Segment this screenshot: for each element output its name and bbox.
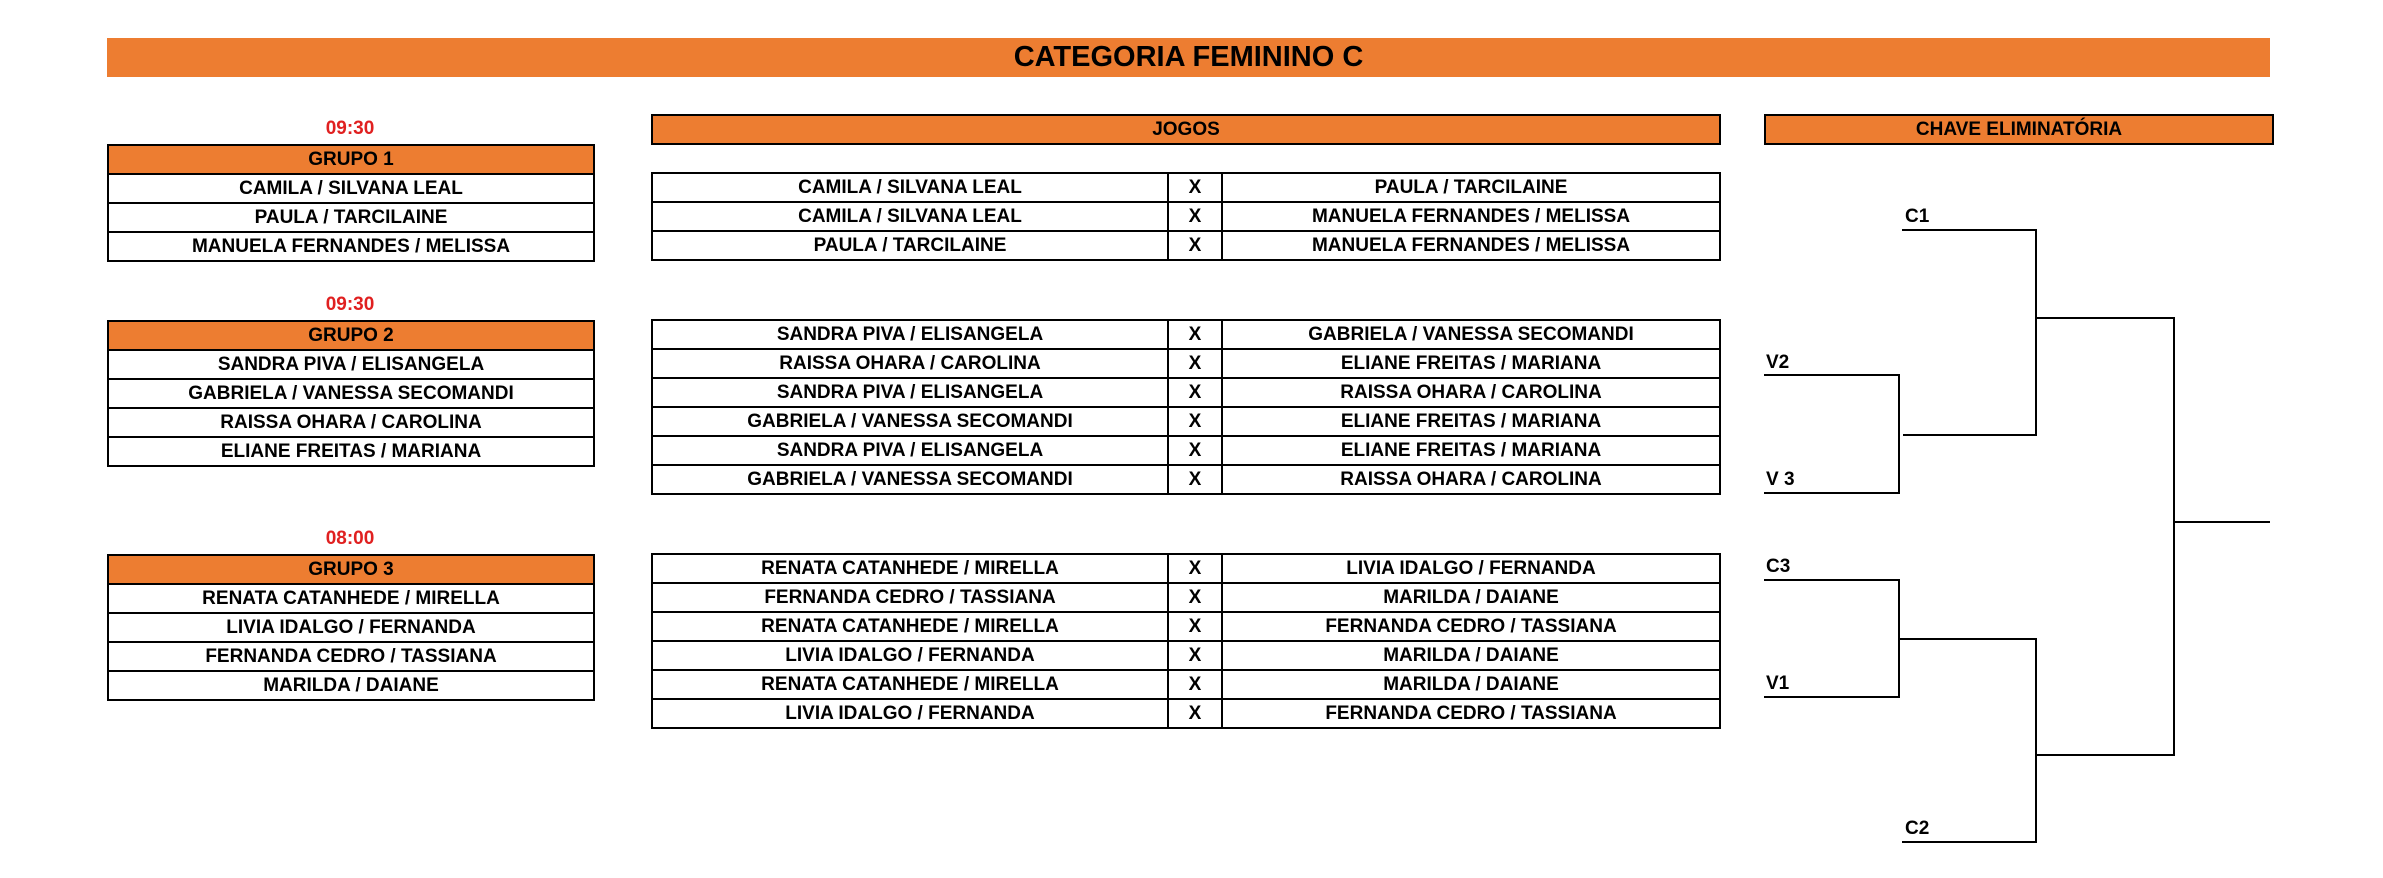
jogos-header: JOGOS [651,114,1721,145]
game-team-a: RAISSA OHARA / CAROLINA [653,350,1169,377]
game-team-b: GABRIELA / VANESSA SECOMANDI [1308,323,1634,345]
group-2-time: 09:30 [325,294,375,315]
game-vs: X [1169,466,1223,493]
group-1-team: CAMILA / SILVANA LEAL [109,173,593,202]
game-team-a: LIVIA IDALGO / FERNANDA [653,642,1169,669]
game-team-a: PAULA / TARCILAINE [653,232,1169,259]
group-3-team: RENATA CATANHEDE / MIRELLA [109,583,593,612]
group-3-team: FERNANDA CEDRO / TASSIANA [109,641,593,670]
game-vs: X [1169,437,1223,464]
page-title: CATEGORIA FEMININO C [107,38,2270,77]
game-team-b: RAISSA OHARA / CAROLINA [1340,468,1602,490]
game-team-a: CAMILA / SILVANA LEAL [653,203,1169,230]
group-2-team: ELIANE FREITAS / MARIANA [109,436,593,465]
game-vs: X [1169,350,1223,377]
game-team-a: GABRIELA / VANESSA SECOMANDI [653,466,1169,493]
group-3-team: MARILDA / DAIANE [109,670,593,699]
group-1-team: MANUELA FERNANDES / MELISSA [109,231,593,260]
bracket-c2 [1899,639,2036,842]
game-team-b: ELIANE FREITAS / MARIANA [1340,439,1602,461]
bracket-label-v3: V 3 [1766,469,1795,490]
game-vs: X [1169,408,1223,435]
game-team-b: FERNANDA CEDRO / TASSIANA [1325,615,1617,637]
game-vs: X [1169,232,1223,259]
game-team-a: RENATA CATANHEDE / MIRELLA [653,613,1169,640]
bracket-label-c1: C1 [1905,206,1930,227]
bracket-label-c2: C2 [1905,818,1930,839]
game-team-b: MANUELA FERNANDES / MELISSA [1311,205,1631,227]
game-team-a: RENATA CATANHEDE / MIRELLA [653,671,1169,698]
group-2-header: GRUPO 2 [109,322,593,349]
game-vs: X [1169,379,1223,406]
game-team-a: RENATA CATANHEDE / MIRELLA [653,555,1169,582]
game-team-a: SANDRA PIVA / ELISANGELA [653,379,1169,406]
game-team-a: FERNANDA CEDRO / TASSIANA [653,584,1169,611]
game-team-b: ELIANE FREITAS / MARIANA [1340,352,1602,374]
group-2-team: RAISSA OHARA / CAROLINA [109,407,593,436]
game-vs: X [1169,700,1223,727]
bracket-label-c3: C3 [1766,556,1791,577]
group-3-time: 08:00 [325,528,375,549]
group-2-team: SANDRA PIVA / ELISANGELA [109,349,593,378]
game-team-b: MARILDA / DAIANE [1383,673,1559,695]
game-team-b: ELIANE FREITAS / MARIANA [1340,410,1602,432]
group-1-header: GRUPO 1 [109,146,593,173]
bracket-semi-top [2036,318,2174,755]
game-team-b: MARILDA / DAIANE [1383,586,1559,608]
bracket-c1 [1902,230,2036,435]
game-vs: X [1169,203,1223,230]
game-team-b: RAISSA OHARA / CAROLINA [1340,381,1602,403]
game-vs: X [1169,671,1223,698]
group-3-team: LIVIA IDALGO / FERNANDA [109,612,593,641]
game-team-b: MARILDA / DAIANE [1383,644,1559,666]
game-vs: X [1169,174,1223,201]
game-vs: X [1169,555,1223,582]
game-vs: X [1169,613,1223,640]
group-2-team: GABRIELA / VANESSA SECOMANDI [109,378,593,407]
game-team-b: MANUELA FERNANDES / MELISSA [1311,234,1631,256]
game-vs: X [1169,642,1223,669]
bracket-label-v1: V1 [1766,673,1790,694]
game-team-a: LIVIA IDALGO / FERNANDA [653,700,1169,727]
game-vs: X [1169,321,1223,348]
game-vs: X [1169,584,1223,611]
group-3-header: GRUPO 3 [109,556,593,583]
game-team-b: FERNANDA CEDRO / TASSIANA [1325,702,1617,724]
game-team-a: CAMILA / SILVANA LEAL [653,174,1169,201]
game-team-b: LIVIA IDALGO / FERNANDA [1346,557,1596,579]
group-1-team: PAULA / TARCILAINE [109,202,593,231]
game-team-a: GABRIELA / VANESSA SECOMANDI [653,408,1169,435]
game-team-b: PAULA / TARCILAINE [1374,176,1568,198]
group-1-time: 09:30 [325,118,375,139]
game-team-a: SANDRA PIVA / ELISANGELA [653,321,1169,348]
game-team-a: SANDRA PIVA / ELISANGELA [653,437,1169,464]
bracket-label-v2: V2 [1766,352,1790,373]
chave-header: CHAVE ELIMINATÓRIA [1764,114,2274,145]
